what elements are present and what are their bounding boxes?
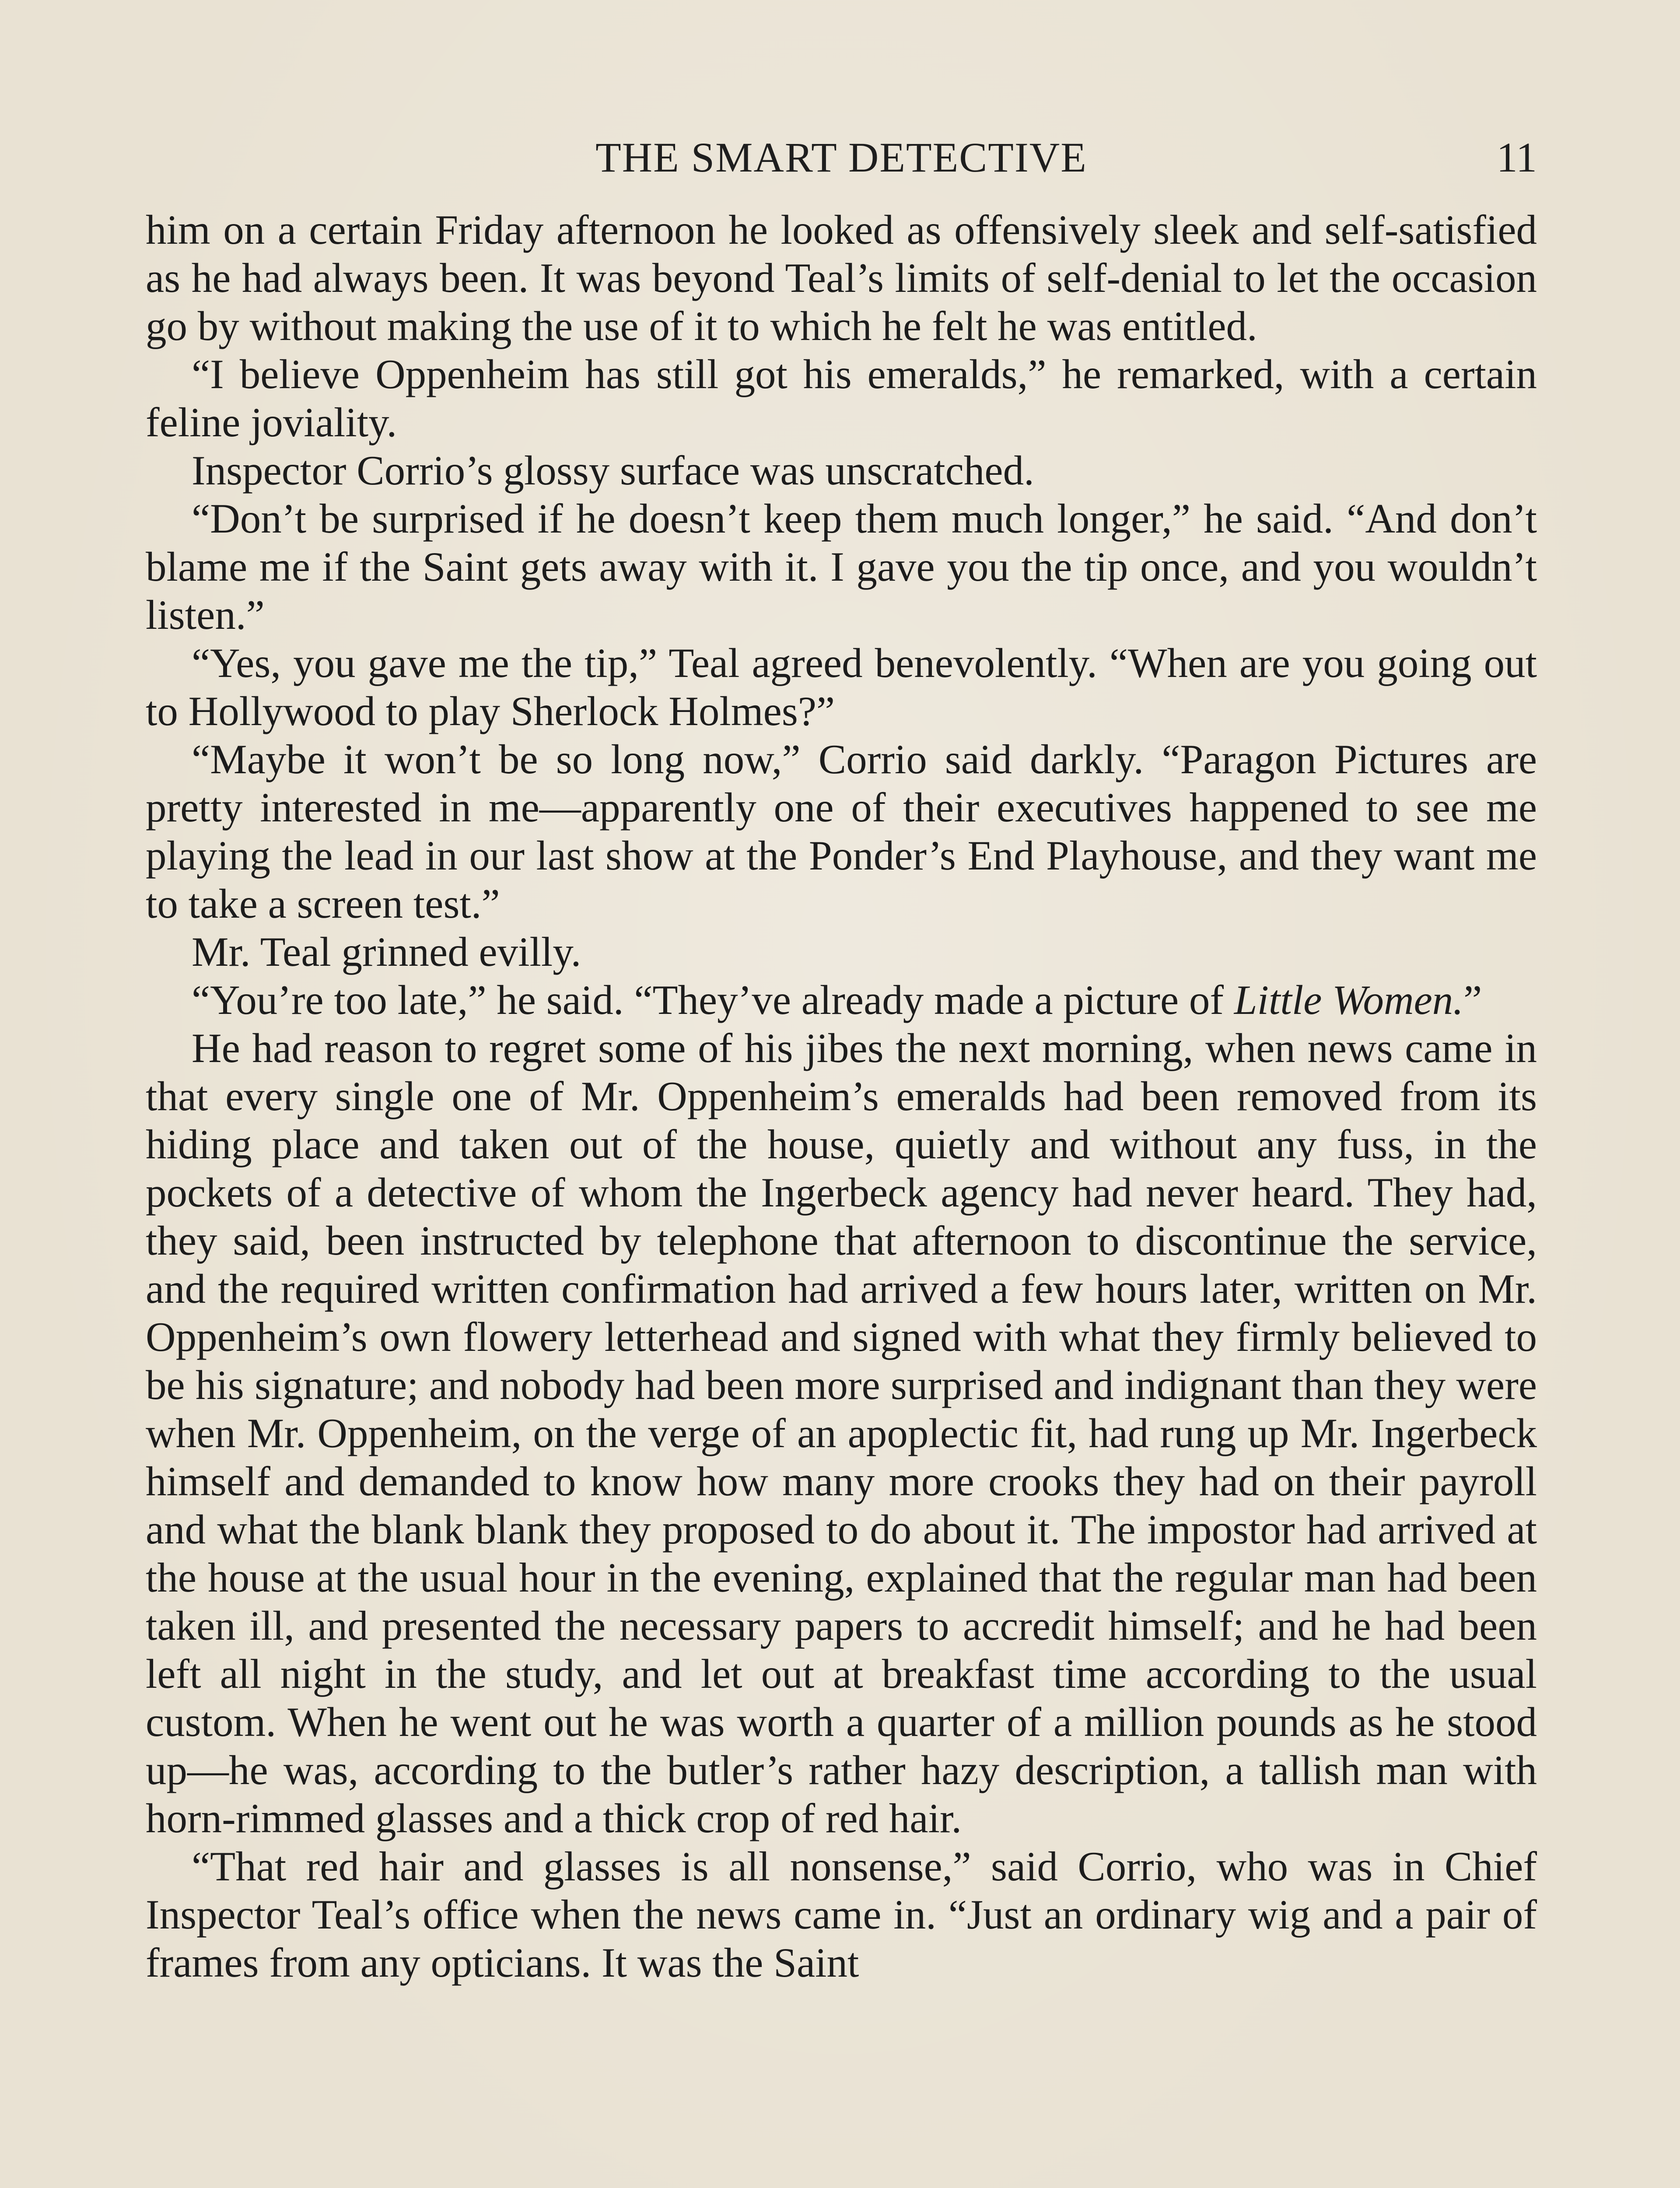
paragraph: Mr. Teal grinned evilly. — [192, 929, 581, 975]
book-title-italic: Little Women. — [1234, 977, 1464, 1023]
paragraph: “Don’t be surprised if he doesn’t keep them much longer,” he said. “And don’t blame me if the Saint gets away with it. I gave you the tip once, and you wouldn’t listen.” — [146, 495, 1537, 638]
paragraph: He had reason to regret some of his jibes the next morning, when news came in that every single one of Mr. Oppenheim’s emeralds had been removed from its hiding place and taken out of the house, quietly and without any fuss, in the pockets of a detective of whom the Ingerbeck agency had never heard. They had, they said, been instructed by telephone that afternoon to discontinue the service, and the required written confirmation had arrived a few hours later, written on Mr. Oppenheim’s own flowery letterhead and signed with what they firmly believed to be his signature; and nobody had been more surprised and indignant than they were when Mr. Oppenheim, on the verge of an apoplectic fit, had rung up Mr. Ingerbeck himself and demanded to know how many more crooks they had on their payroll and what the blank blank they proposed to do about it. The impostor had arrived at the house at the usual hour in the evening, explained that the regular man had been taken ill, and presented the necessary papers to accredit himself; and he had been left all night in the study, and let out at breakfast time according to the usual custom. When he went out he was worth a quarter of a million pounds as he stood up—he was, according to the butler’s rather hazy description, a tallish man with horn-rimmed glasses and a thick crop of red hair. — [146, 1025, 1537, 1841]
paragraph: “I believe Oppenheim has still got his emeralds,” he remarked, with a certain feline joviality. — [146, 351, 1537, 445]
page-number: 11 — [1496, 134, 1537, 181]
paragraph — [146, 976, 1537, 1024]
body-text — [146, 206, 1537, 1987]
paragraph: “Yes, you gave me the tip,” Teal agreed benevolently. “When are you going out to Hollywood to play Sherlock Holmes?” — [146, 640, 1537, 734]
paragraph: Inspector Corrio’s glossy surface was unscratched. — [192, 447, 1034, 494]
paragraph: him on a certain Friday afternoon he looked as offensively sleek and self-satisfied as he had always been. It was beyond Teal’s limits of self-denial to let the occasion go by without making the use of it to which he felt he was entitled. — [146, 207, 1537, 349]
page-header — [146, 127, 1537, 188]
closing-quote: ” — [1463, 977, 1482, 1023]
paragraph-text: “You’re too late,” he said. “They’ve already made a picture of — [192, 977, 1234, 1023]
paragraph: “Maybe it won’t be so long now,” Corrio said darkly. “Paragon Pictures are pretty interested in me—apparently one of their executives happened to see me playing the lead in our last show at the Ponder’s End Playhouse, and they want me to take a screen test.” — [146, 736, 1537, 927]
running-title: THE SMART DETECTIVE — [595, 134, 1087, 181]
paragraph: “That red hair and glasses is all nonsense,” said Corrio, who was in Chief Inspector Teal’s office when the news came in. “Just an ordinary wig and a pair of frames from any opticians. It was the Saint — [146, 1843, 1537, 1986]
